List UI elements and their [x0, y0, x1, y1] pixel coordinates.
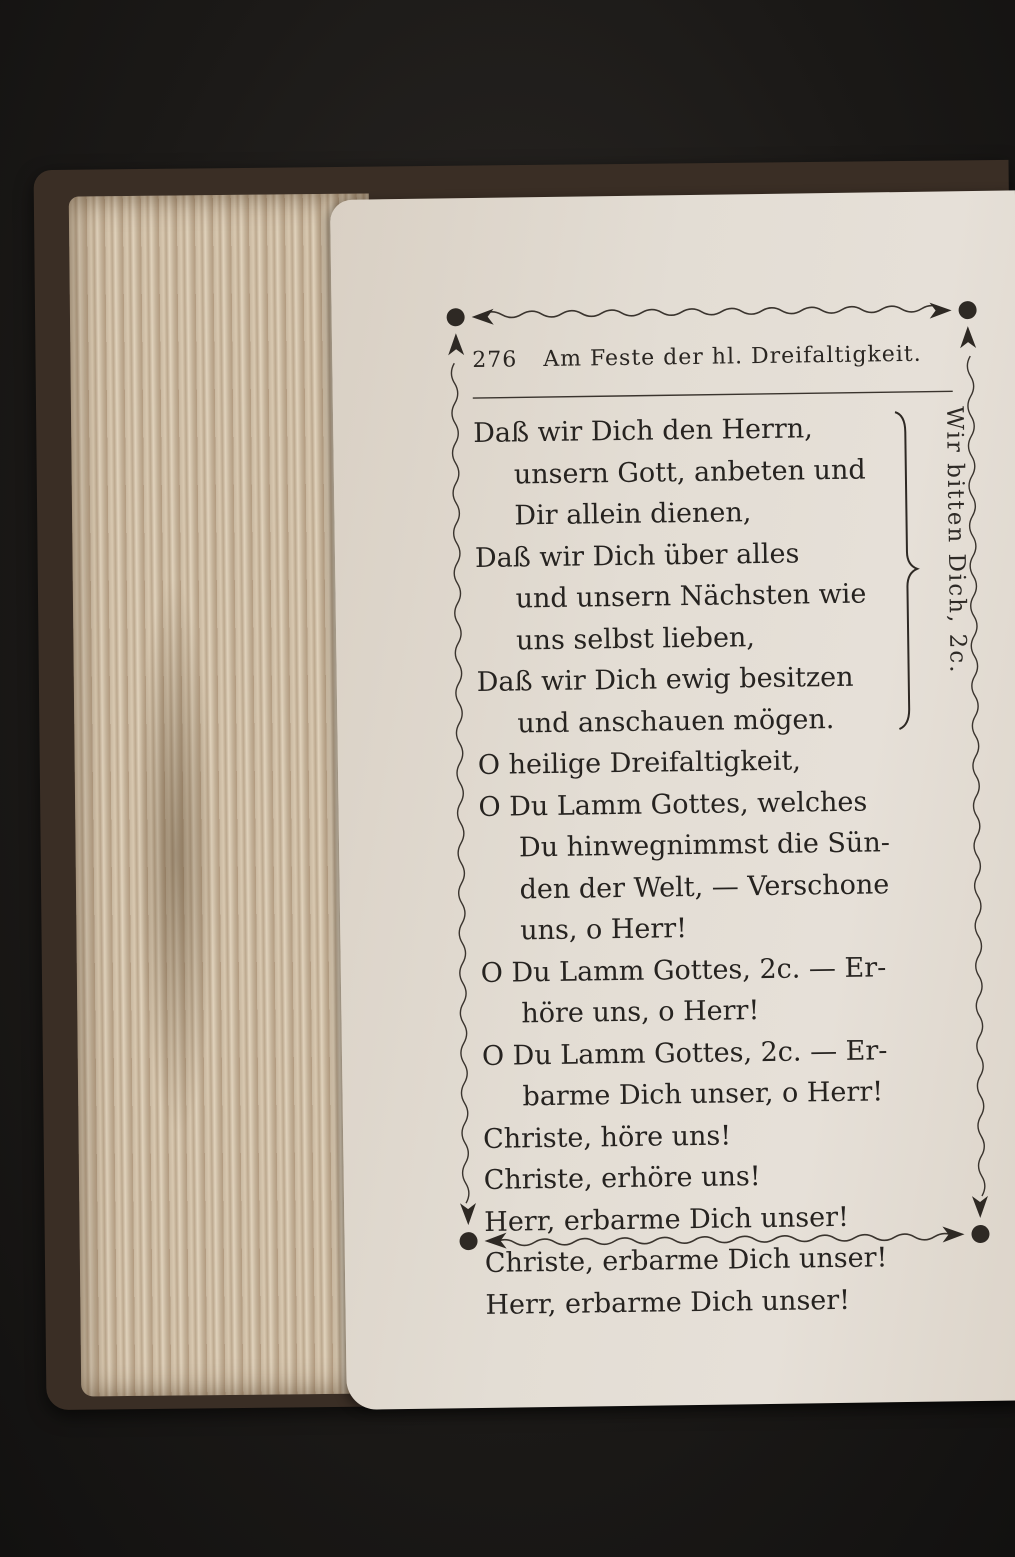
text-line: O Du Lamm Gottes, 2c. — Er- — [481, 1034, 888, 1072]
ornamental-frame — [441, 296, 994, 1321]
text-line: und unsern Nächsten wie — [515, 578, 867, 615]
text-line: barme Dich unser, o Herr! — [522, 1076, 884, 1113]
text-line: höre uns, o Herr! — [521, 995, 760, 1030]
book-page — [330, 190, 1015, 1409]
side-note: Wir bitten Dich, 2c. — [940, 406, 971, 675]
text-line: uns, o Herr! — [520, 913, 688, 947]
text-line: O Du Lamm Gottes, 2c. — Er- — [480, 951, 887, 989]
text-line: O Du Lamm Gottes, welches — [478, 786, 868, 823]
page-number: 276 — [472, 347, 518, 374]
text-line: Christe, erhöre uns! — [483, 1161, 761, 1196]
text-line: Daß wir Dich den Herrn, — [473, 413, 813, 450]
litany-text — [473, 406, 956, 1325]
text-line: Christe, höre uns! — [482, 1119, 732, 1155]
text-line: Christe, erbarme Dich unser! — [484, 1242, 888, 1279]
text-line: Dir allein dienen, — [514, 497, 752, 532]
text-line: Daß wir Dich über alles — [474, 537, 800, 574]
text-line: Daß wir Dich ewig besitzen — [476, 661, 854, 698]
text-line: unsern Gott, anbeten und — [513, 454, 866, 490]
running-title: Am Feste der hl. Dreifaltigkeit. — [543, 341, 922, 373]
text-line: Du hinwegnimmst die Sün- — [518, 827, 891, 864]
text-line: uns selbst lieben, — [515, 621, 756, 656]
text-line: und anschauen mögen. — [517, 703, 835, 739]
text-line: Herr, erbarme Dich unser! — [485, 1284, 851, 1321]
text-line: O heilige Dreifaltigkeit, — [477, 745, 802, 781]
text-line: den der Welt, — Verschone — [519, 868, 890, 905]
text-line: Herr, erbarme Dich unser! — [484, 1201, 850, 1238]
